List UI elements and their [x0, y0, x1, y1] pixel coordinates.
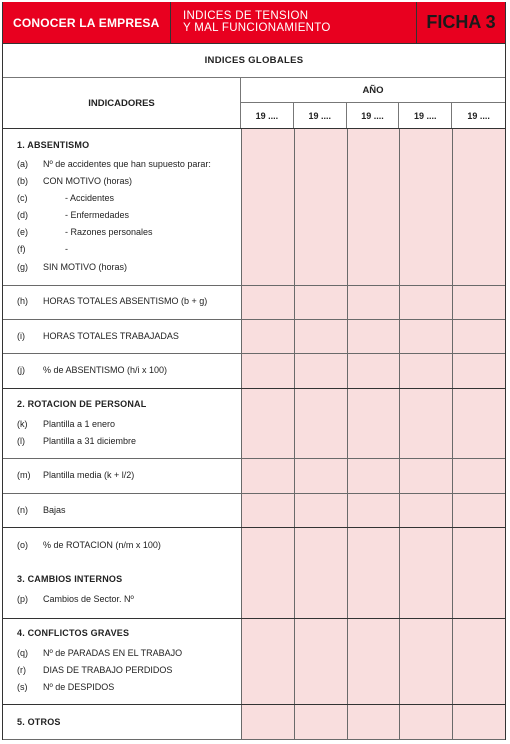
list-item — [17, 296, 207, 306]
list-item — [17, 244, 68, 254]
list-item — [17, 176, 132, 186]
row-code: (s) — [17, 682, 28, 692]
data-entry-area[interactable] — [241, 128, 505, 740]
row-code: (j) — [17, 365, 25, 375]
row-label: CON MOTIVO (horas) — [43, 176, 133, 186]
row-label: Bajas — [43, 505, 66, 515]
list-item — [17, 505, 66, 515]
row-code: (o) — [17, 540, 28, 550]
row-code: (r) — [17, 665, 26, 675]
column-header — [3, 78, 505, 128]
list-item — [17, 193, 114, 203]
section-title-conflictos: 4. CONFLICTOS GRAVES — [17, 628, 130, 638]
grid-line — [3, 353, 505, 354]
year-header: AÑO — [241, 78, 505, 103]
row-code: (m) — [17, 470, 31, 480]
section-divider — [3, 527, 505, 528]
row-code: (g) — [17, 262, 28, 272]
row-code: (n) — [17, 505, 28, 515]
grid-line — [3, 458, 505, 459]
row-label: HORAS TOTALES TRABAJADAS — [43, 331, 179, 341]
row-code: (a) — [17, 159, 28, 169]
year-cell: 19 .... — [241, 103, 294, 128]
row-label: Plantilla media (k + l/2) — [43, 470, 135, 480]
row-label: - Accidentes — [65, 193, 115, 203]
list-item — [17, 682, 114, 692]
ficha-number: FICHA 3 — [426, 12, 496, 32]
global-indices-label: INDICES GLOBALES — [3, 44, 505, 78]
row-code: (q) — [17, 648, 28, 658]
list-item — [17, 227, 153, 237]
row-code: (d) — [17, 210, 28, 220]
grid-line — [399, 128, 400, 740]
row-code: (p) — [17, 594, 28, 604]
grid-line — [294, 128, 295, 740]
year-cell: 19 .... — [294, 103, 347, 128]
row-label: SIN MOTIVO (horas) — [43, 262, 128, 272]
list-item — [17, 470, 134, 480]
list-item — [17, 419, 115, 429]
row-label: Nº de DESPIDOS — [43, 682, 115, 692]
row-label: Nº de PARADAS EN EL TRABAJO — [43, 648, 183, 658]
table-body — [3, 128, 505, 740]
row-label: Nº de accidentes que han supuesto parar: — [43, 159, 211, 169]
company-label: CONOCER LA EMPRESA — [3, 2, 171, 43]
form-title-line-2: Y MAL FUNCIONAMIENTO — [183, 22, 331, 34]
year-cell: 19 .... — [347, 103, 400, 128]
row-code: (b) — [17, 176, 28, 186]
section-divider — [3, 704, 505, 705]
row-code: (e) — [17, 227, 28, 237]
section-title-absentismo: 1. ABSENTISMO — [17, 140, 90, 150]
grid-line — [347, 128, 348, 740]
list-item — [17, 648, 182, 658]
row-code: (l) — [17, 436, 25, 446]
row-label: - Razones personales — [65, 227, 153, 237]
section-title-cambios: 3. CAMBIOS INTERNOS — [17, 574, 123, 584]
year-cell: 19 .... — [467, 110, 490, 121]
grid-line — [3, 128, 505, 129]
section-divider — [3, 388, 505, 389]
grid-line — [3, 285, 505, 286]
row-label: % de ROTACION (n/m x 100) — [43, 540, 161, 550]
row-label: DIAS DE TRABAJO PERDIDOS — [43, 665, 173, 675]
header-band — [3, 2, 505, 44]
row-label: Plantilla a 1 enero — [43, 419, 116, 429]
form-sheet — [2, 2, 506, 740]
grid-line — [3, 319, 505, 320]
form-title-line-1: INDICES DE TENSION — [183, 10, 309, 22]
list-item — [17, 365, 167, 375]
list-item — [17, 331, 179, 341]
grid-line — [452, 128, 453, 740]
list-item — [17, 262, 127, 272]
section-title-rotacion: 2. ROTACION DE PERSONAL — [17, 399, 147, 409]
row-label: - — [65, 244, 68, 254]
list-item — [17, 210, 129, 220]
row-label: - Enfermedades — [65, 210, 130, 220]
grid-line — [3, 493, 505, 494]
grid-line — [3, 739, 505, 740]
list-item — [17, 159, 211, 169]
list-item — [17, 540, 161, 550]
list-item — [17, 594, 134, 604]
row-code: (i) — [17, 331, 25, 341]
row-code: (k) — [17, 419, 28, 429]
grid-line — [241, 128, 242, 740]
row-code: (c) — [17, 193, 28, 203]
list-item — [17, 436, 136, 446]
row-label: Plantilla a 31 diciembre — [43, 436, 137, 446]
row-code: (f) — [17, 244, 26, 254]
row-code: (h) — [17, 296, 28, 306]
year-cell: 19 .... — [399, 103, 452, 128]
section-title-otros: 5. OTROS — [17, 717, 61, 727]
row-label: HORAS TOTALES ABSENTISMO (b + g) — [43, 296, 208, 306]
row-label: % de ABSENTISMO (h/i x 100) — [43, 365, 168, 375]
form-title — [171, 2, 417, 43]
section-divider — [3, 618, 505, 619]
indicators-header: INDICADORES — [3, 78, 241, 128]
list-item — [17, 665, 172, 675]
row-label: Cambios de Sector. Nº — [43, 594, 134, 604]
